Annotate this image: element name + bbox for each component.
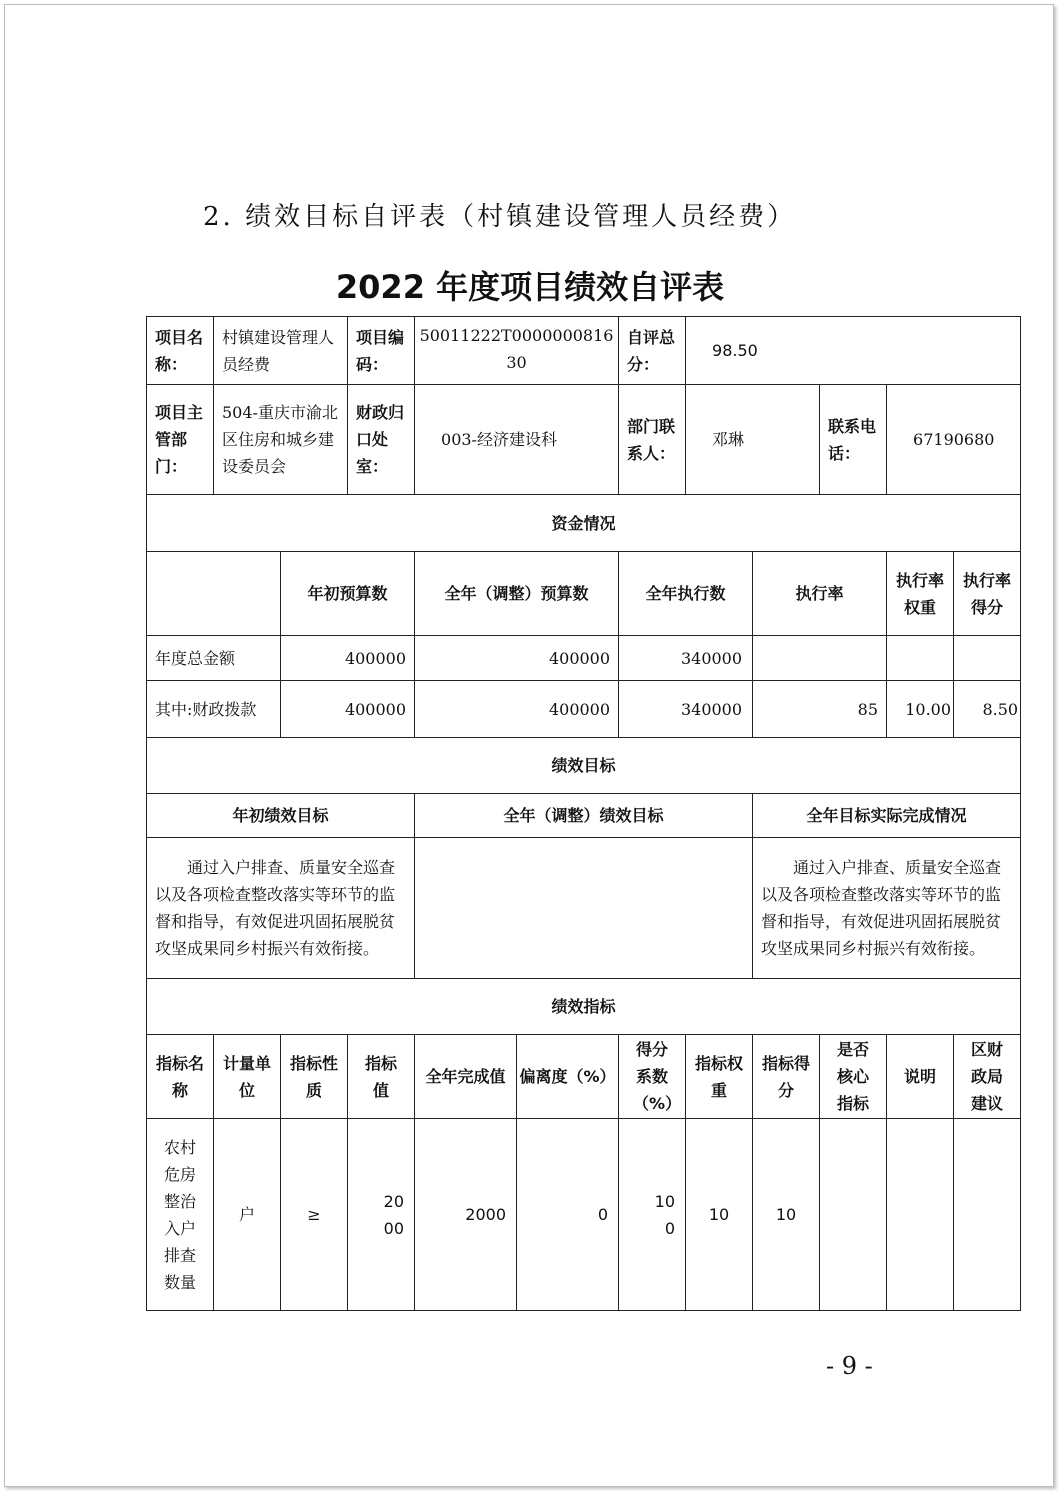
indicator-deviation-cell: 0 [517, 1119, 619, 1311]
funds-weight-cell [887, 636, 954, 681]
indicator-header-cell: 说明 [887, 1035, 954, 1119]
contact-label: 部门联系人： [619, 385, 686, 495]
funds-section-row [147, 495, 1021, 552]
funds-header-weight: 执行率权重 [887, 552, 954, 636]
indicator-header-cell: 指标名称 [147, 1035, 214, 1119]
funds-initial-cell: 400000 [281, 681, 415, 738]
section-heading: 2. 绩效目标自评表（村镇建设管理人员经费） [203, 202, 797, 232]
funds-header-executed: 全年执行数 [619, 552, 753, 636]
indicator-nature-cell: ≥ [281, 1119, 348, 1311]
indicator-core-cell [820, 1119, 887, 1311]
goals-header-row [147, 794, 1021, 838]
self-evaluation-table [146, 316, 1021, 1311]
indicator-unit-cell: 户 [214, 1119, 281, 1311]
funds-row-fiscal [147, 681, 1021, 738]
indicator-header-cell: 得分系数（%） [619, 1035, 686, 1119]
indicator-header-cell: 指标权重 [686, 1035, 753, 1119]
funds-adjusted-cell: 400000 [415, 681, 619, 738]
funds-weight-cell: 10.00 [887, 681, 954, 738]
indicator-header-cell: 区财政局建议 [954, 1035, 1021, 1119]
self-score-value: 98.50 [686, 317, 1021, 385]
department-value: 504-重庆市渝北区住房和城乡建设委员会 [214, 385, 348, 495]
funds-row-total [147, 636, 1021, 681]
indicator-target-cell: 2000 [348, 1119, 415, 1311]
goals-header-adjusted: 全年（调整）绩效目标 [415, 794, 753, 838]
indicator-name-cell: 农村危房整治入户排查数量 [147, 1119, 214, 1311]
goals-initial-text: 通过入户排查、质量安全巡查以及各项检查整改落实等环节的监督和指导，有效促进巩固拓展脱贫攻坚成果同乡村振兴有效衔接。 [147, 838, 415, 979]
project-code-label: 项目编码： [348, 317, 415, 385]
phone-value: 67190680 [887, 385, 1021, 495]
goals-adjusted-text [415, 838, 753, 979]
indicator-header-cell: 是否核心指标 [820, 1035, 887, 1119]
indicator-coefficient-cell: 100 [619, 1119, 686, 1311]
funds-rate-cell: 85 [753, 681, 887, 738]
goals-section-title: 绩效目标 [147, 738, 1021, 794]
indicators-section-row [147, 979, 1021, 1035]
funds-section-title: 资金情况 [147, 495, 1021, 552]
indicator-header-cell: 全年完成值 [415, 1035, 517, 1119]
indicator-header-cell: 偏离度（%） [517, 1035, 619, 1119]
contact-value: 邓琳 [686, 385, 820, 495]
department-label: 项目主管部门： [147, 385, 214, 495]
funds-header-score: 执行率得分 [954, 552, 1021, 636]
indicators-header-row [147, 1035, 1021, 1119]
funds-header-adjusted: 全年（调整）预算数 [415, 552, 619, 636]
funds-row-label: 年度总金额 [147, 636, 281, 681]
finance-office-label: 财政归口处室： [348, 385, 415, 495]
funds-initial-cell: 400000 [281, 636, 415, 681]
funds-header-blank [147, 552, 281, 636]
project-info-row [147, 317, 1021, 385]
indicator-row [147, 1119, 1021, 1311]
indicator-header-cell: 指标得分 [753, 1035, 820, 1119]
goals-header-initial: 年初绩效目标 [147, 794, 415, 838]
project-code-value: 50011222T000000081630 [415, 317, 619, 385]
funds-adjusted-cell: 400000 [415, 636, 619, 681]
indicator-score-cell: 10 [753, 1119, 820, 1311]
funds-score-cell [954, 636, 1021, 681]
self-score-label: 自评总分： [619, 317, 686, 385]
goals-actual-text: 通过入户排查、质量安全巡查以及各项检查整改落实等环节的监督和指导，有效促进巩固拓展脱贫攻坚成果同乡村振兴有效衔接。 [753, 838, 1021, 979]
funds-header-row [147, 552, 1021, 636]
indicator-header-cell: 计量单位 [214, 1035, 281, 1119]
page-number: - 9 - [826, 1352, 873, 1380]
funds-rate-cell [753, 636, 887, 681]
indicator-weight-cell: 10 [686, 1119, 753, 1311]
funds-executed-cell: 340000 [619, 636, 753, 681]
funds-row-label: 其中:财政拨款 [147, 681, 281, 738]
document-title: 2022 年度项目绩效自评表 [335, 268, 725, 306]
project-name-label: 项目名称： [147, 317, 214, 385]
indicators-section-title: 绩效指标 [147, 979, 1021, 1035]
goals-header-actual: 全年目标实际完成情况 [753, 794, 1021, 838]
indicator-actual-cell: 2000 [415, 1119, 517, 1311]
indicator-header-cell: 指标性质 [281, 1035, 348, 1119]
funds-header-rate: 执行率 [753, 552, 887, 636]
goals-section-row [147, 738, 1021, 794]
indicator-note-cell [887, 1119, 954, 1311]
funds-header-initial: 年初预算数 [281, 552, 415, 636]
indicator-header-cell: 指标值 [348, 1035, 415, 1119]
project-name-value: 村镇建设管理人员经费 [214, 317, 348, 385]
finance-office-value: 003-经济建设科 [415, 385, 619, 495]
funds-executed-cell: 340000 [619, 681, 753, 738]
funds-score-cell: 8.50 [954, 681, 1021, 738]
department-info-row [147, 385, 1021, 495]
phone-label: 联系电话： [820, 385, 887, 495]
indicator-suggestion-cell [954, 1119, 1021, 1311]
goals-content-row [147, 838, 1021, 979]
